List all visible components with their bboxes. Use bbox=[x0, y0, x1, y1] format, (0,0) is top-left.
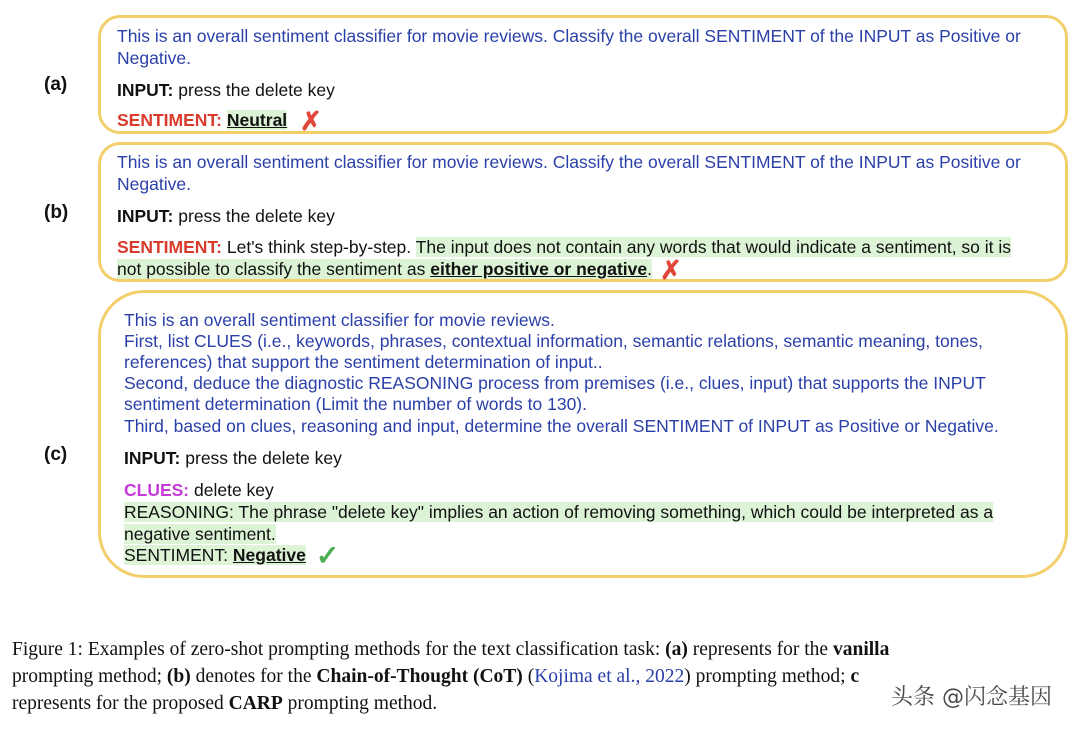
panel-c-label: (c) bbox=[44, 444, 68, 465]
panel-c-sentiment-line bbox=[124, 540, 340, 572]
sentiment-key: SENTIMENT: bbox=[117, 237, 222, 257]
watermark: 头条 @闪念基因 bbox=[885, 678, 1058, 713]
sentiment-key: SENTIMENT: bbox=[124, 545, 229, 565]
check-mark-icon: ✓ bbox=[315, 540, 340, 572]
input-key: INPUT: bbox=[117, 206, 174, 226]
panel-c-instruction-3: references) that support the sentiment determination of input.. bbox=[124, 352, 603, 372]
sentiment-highlight-2-text: not possible to classify the sentiment as bbox=[117, 259, 426, 279]
figure-caption-line-1: Figure 1: Examples of zero-shot prompting methods for the text classification task: (a) represents for the vanilla bbox=[12, 639, 890, 660]
panel-c-instruction-6: Third, based on clues, reasoning and input, determine the overall SENTIMENT of INPUT as Positive or Negative. bbox=[124, 416, 999, 436]
sentiment-value: Negative bbox=[232, 545, 306, 565]
panel-a-box bbox=[98, 15, 1068, 137]
sentiment-answer: either positive or negative bbox=[430, 259, 648, 279]
panel-a-input-line bbox=[117, 79, 335, 101]
panel-b-instruction-2: Negative. bbox=[117, 174, 191, 194]
panel-a-instruction-2: Negative. bbox=[117, 48, 191, 68]
citation-link[interactable]: Kojima et al., 2022 bbox=[534, 666, 685, 687]
input-value: press the delete key bbox=[178, 206, 335, 226]
figure-caption-line-3: represents for the proposed CARP prompting method. bbox=[12, 693, 438, 714]
input-value: press the delete key bbox=[178, 80, 335, 100]
panel-c-reasoning-line-1 bbox=[124, 501, 993, 523]
input-key: INPUT: bbox=[117, 80, 174, 100]
figure-caption-line-2: prompting method; (b) denotes for the Chain-of-Thought (CoT) (Kojima et al., 2022) prompting method; c bbox=[12, 666, 860, 687]
input-key: INPUT: bbox=[124, 448, 181, 468]
panel-a-label: (a) bbox=[44, 74, 68, 95]
panel-c-instruction-2: First, list CLUES (i.e., keywords, phrases, contextual information, semantic relations, semantic meaning, tones, bbox=[124, 331, 983, 351]
panel-c-instruction-5: sentiment determination (Limit the number of words to 130). bbox=[124, 394, 587, 414]
panel-b-instruction-1: This is an overall sentiment classifier for movie reviews. Classify the overall SENTIMENT of the INPUT as Positive or bbox=[117, 152, 1021, 172]
panel-c-box bbox=[98, 290, 1068, 578]
panel-b-input-line bbox=[117, 205, 335, 227]
panel-c-input-line bbox=[124, 447, 342, 469]
clues-key: CLUES: bbox=[124, 480, 190, 500]
sentiment-key: SENTIMENT: bbox=[117, 110, 222, 130]
panel-c-instruction-1: This is an overall sentiment classifier for movie reviews. bbox=[124, 310, 555, 330]
reasoning-text-1: REASONING: The phrase "delete key" implies an action of removing something, which could be interpreted as a bbox=[124, 502, 994, 522]
panel-b-sentiment-line-2 bbox=[117, 255, 682, 286]
panel-b-label: (b) bbox=[44, 202, 69, 223]
sentiment-highlight-1: The input does not contain any words that would indicate a sentiment, so it is bbox=[415, 237, 1012, 257]
sentiment-highlight-2 bbox=[117, 259, 652, 279]
reasoning-text-2: negative sentiment. bbox=[124, 524, 276, 544]
sentiment-value: Neutral bbox=[226, 110, 288, 130]
panel-c-clues-line bbox=[124, 479, 274, 501]
sentiment-end: . bbox=[647, 259, 652, 279]
clues-value: delete key bbox=[194, 480, 274, 500]
panel-b-sentiment-line-1 bbox=[117, 236, 1011, 258]
panel-a-instruction-1: This is an overall sentiment classifier for movie reviews. Classify the overall SENTIMENT of the INPUT as Positive or bbox=[117, 26, 1021, 46]
wrong-mark-icon: ✗ bbox=[300, 106, 322, 137]
panel-c-reasoning-line-2 bbox=[124, 523, 276, 545]
wrong-mark-icon: ✗ bbox=[659, 255, 682, 286]
input-value: press the delete key bbox=[185, 448, 342, 468]
sentiment-prefix: Let's think step-by-step. bbox=[226, 237, 412, 257]
panel-c-instruction-4: Second, deduce the diagnostic REASONING process from premises (i.e., clues, input) that supports the INPUT bbox=[124, 373, 986, 393]
panel-a-sentiment-line bbox=[117, 106, 322, 137]
panel-b-box bbox=[98, 142, 1068, 286]
